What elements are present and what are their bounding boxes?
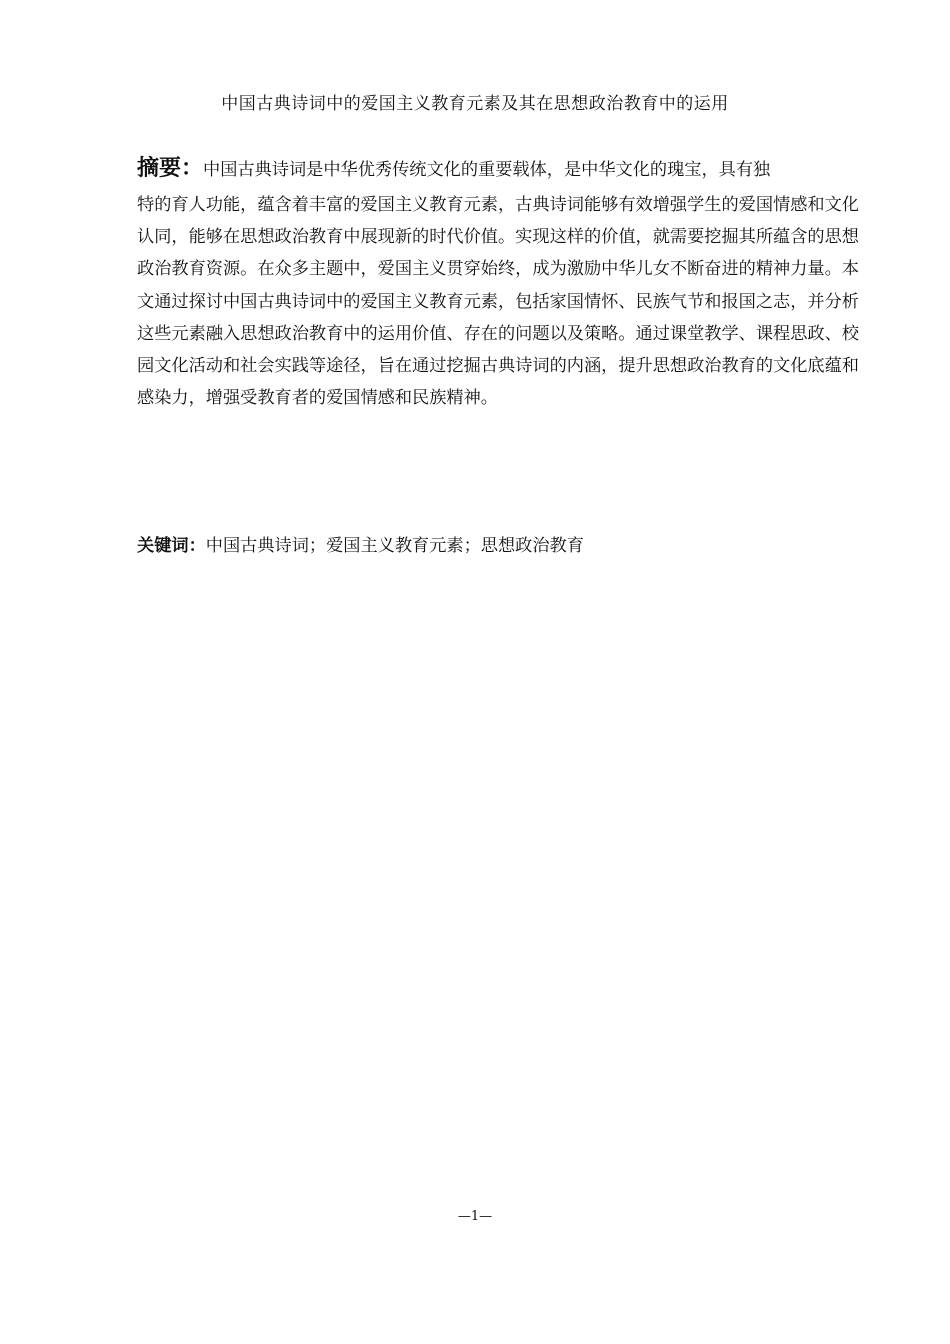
abstract-first-line <box>137 150 859 189</box>
keywords-text: 中国古典诗词；爱国主义教育元素；思想政治教育 <box>205 536 584 556</box>
keywords-line <box>137 534 859 558</box>
document-title: 中国古典诗词中的爱国主义教育元素及其在思想政治教育中的运用 <box>221 94 729 114</box>
abstract-body-text: 特的育人功能，蕴含着丰富的爱国主义教育元素，古典诗词能够有效增强学生的爱国情感和文化认同，能够在思想政治教育中展现新的时代价值。实现这样的价值，就需要挖掘其所蕴含的思想政治教育资源。在众多主题中，爱国主义贯穿始终，成为激励中华儿女不断奋进的精神力量。本文通过探讨中国古典诗词中的爱国主义教育元素，包括家国情怀、民族气节和报国之志，并分析这些元素融入思想政治教育中的运用价值、存在的问题以及策略。通过课堂教学、课程思政、校园文化活动和社会实践等途径，旨在通过挖掘古典诗词的内涵，提升思想政治教育的文化底蕴和感染力，增强受教育者的爱国情感和民族精神。 <box>137 195 859 409</box>
abstract-label: 摘要： <box>137 156 204 181</box>
abstract-first-line-text: 中国古典诗词是中华优秀传统文化的重要载体，是中华文化的瑰宝，具有独 <box>203 160 771 180</box>
keywords-label: 关键词： <box>137 536 206 556</box>
page-number: —1— <box>457 1209 493 1224</box>
abstract-paragraph <box>137 150 859 414</box>
